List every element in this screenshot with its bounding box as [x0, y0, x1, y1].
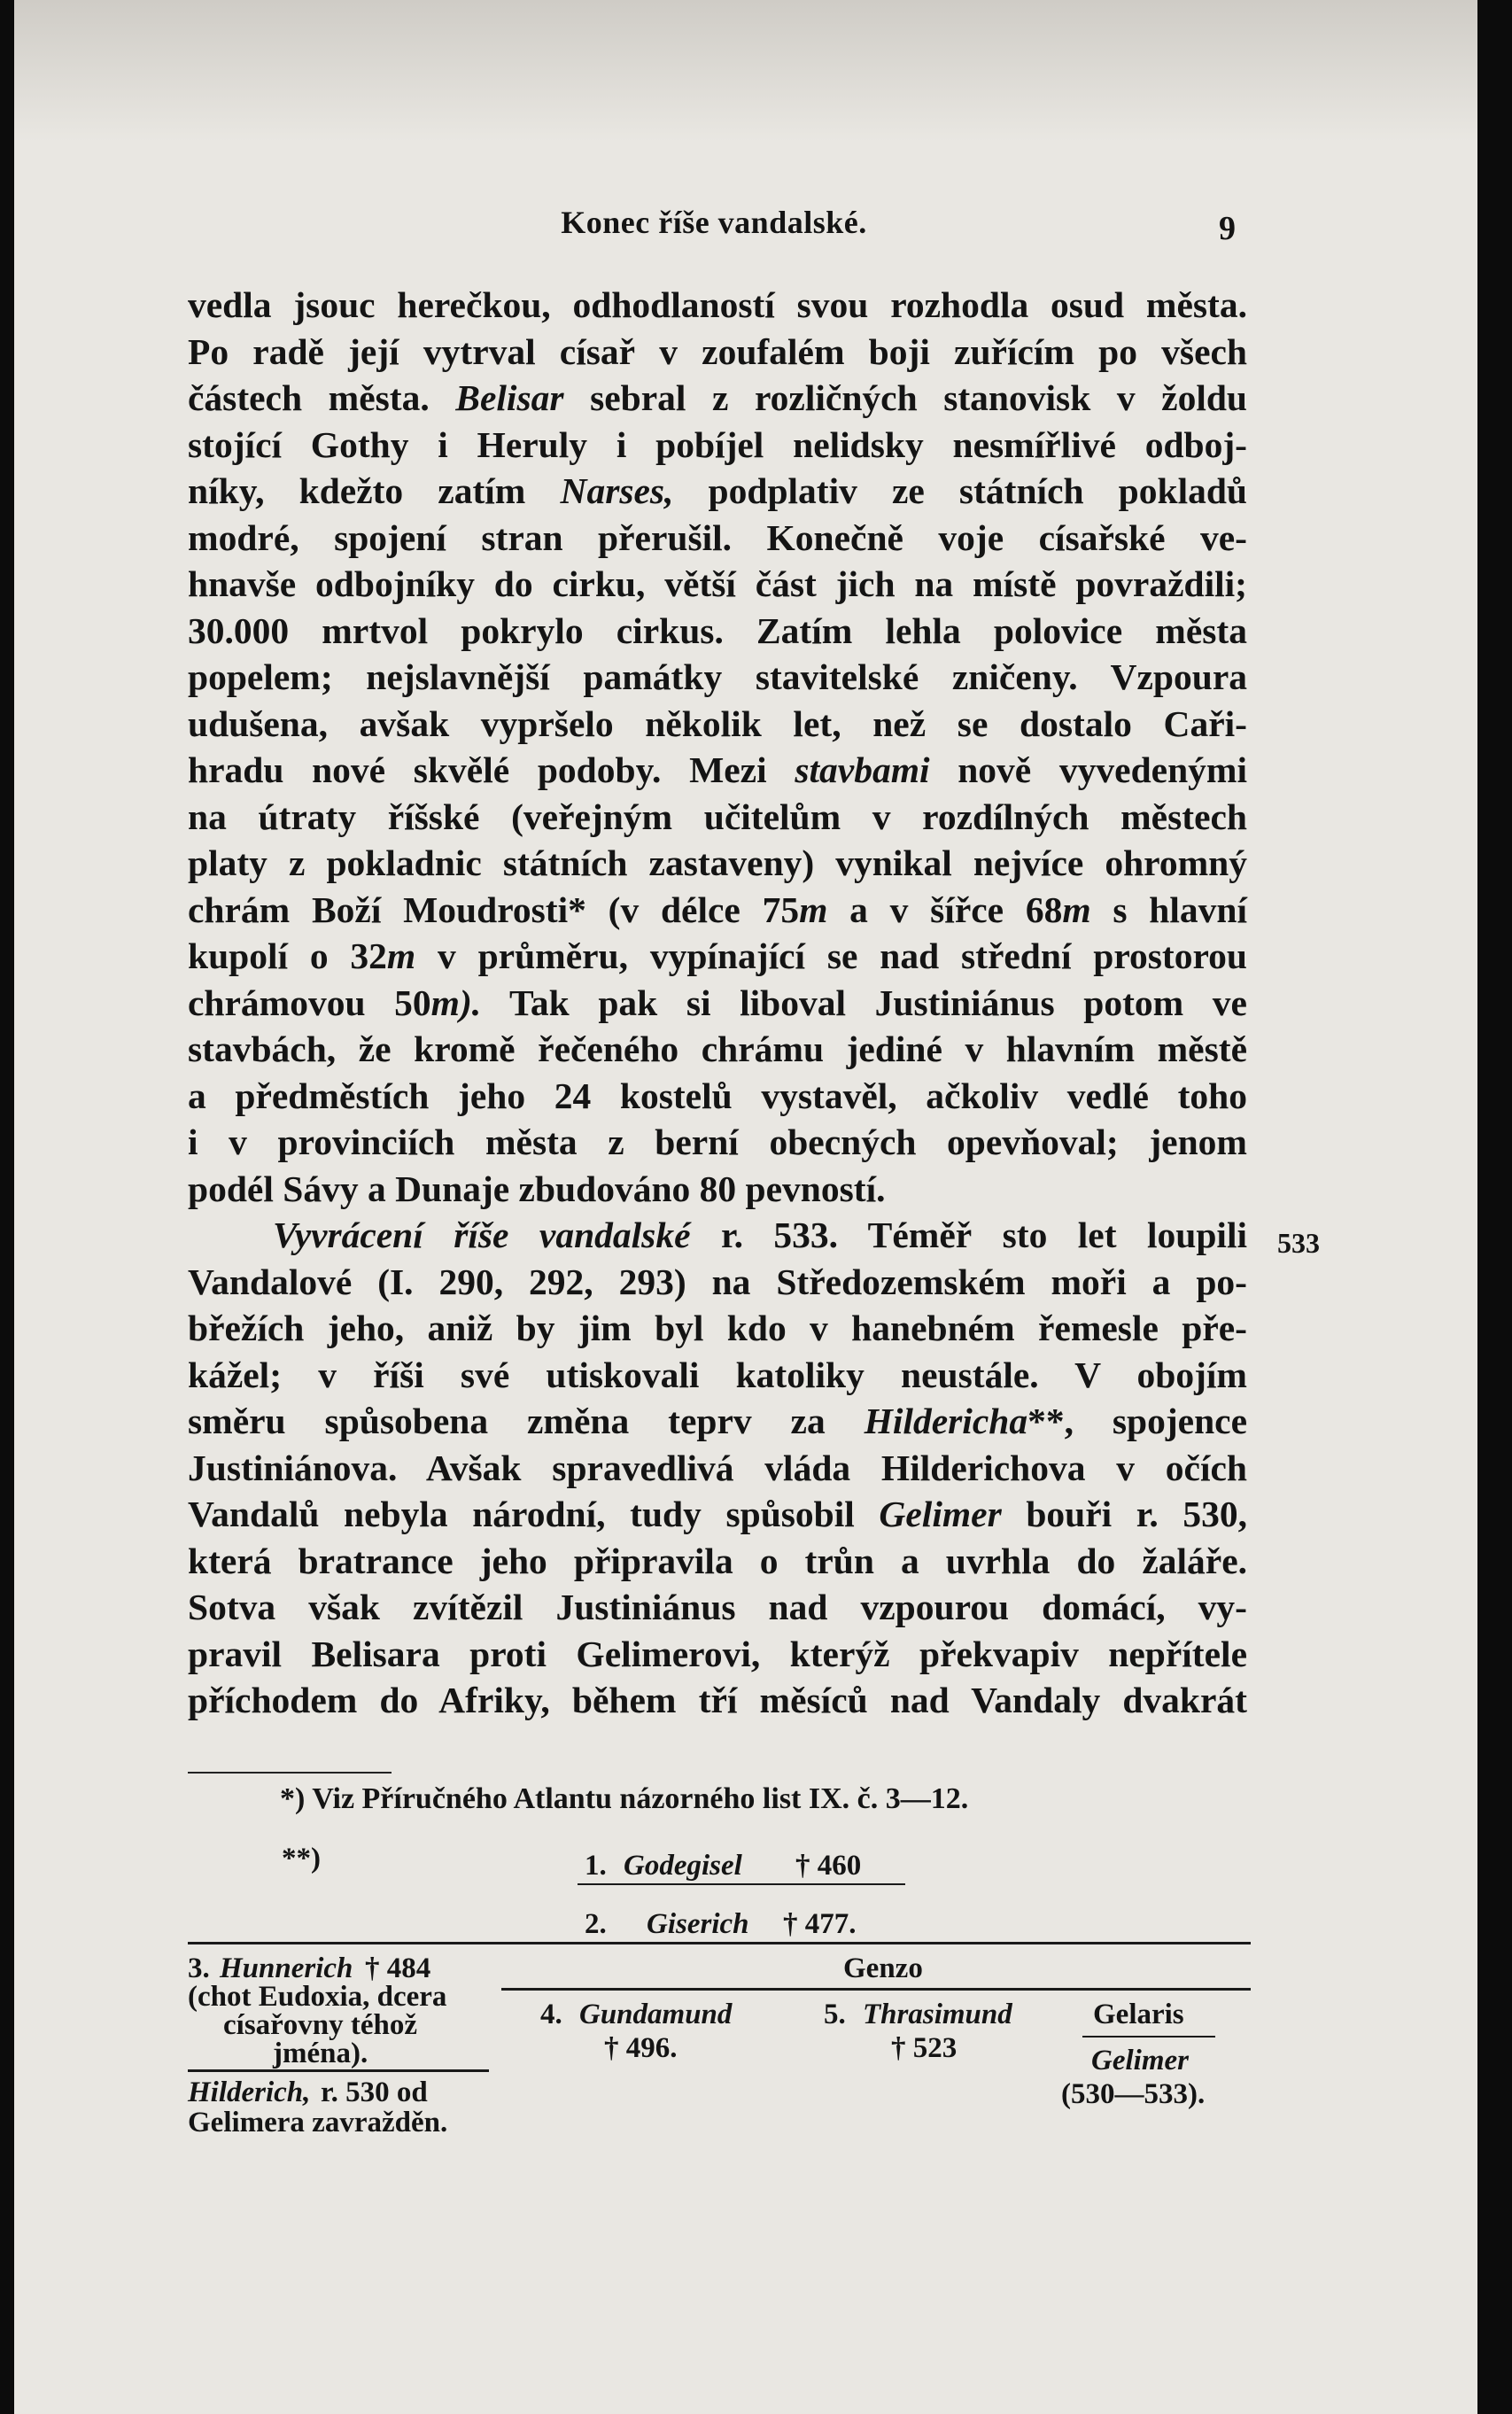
gen-name: Gundamund — [579, 1999, 733, 2030]
tree-connector — [188, 2069, 489, 2072]
gen-number: 3. — [188, 1952, 210, 1984]
text-line: kupolí o 32m v průměru, vypínající se nad střední prostorou — [188, 935, 1247, 976]
text-line: směru spůsobena změna teprv za Hildericha**, spojence — [188, 1401, 1247, 1441]
text-line: stavbách, že kromě řečeného chrámu jediné v hlavním městě — [188, 1028, 1247, 1069]
book-page — [14, 0, 1477, 2414]
text-line: pravil Belisara proti Gelimerovi, kterýž překvapiv nepřítele — [188, 1633, 1247, 1674]
gen-note: (530—533). — [1061, 2078, 1206, 2110]
text-line: níky, kdežto zatím Narses, podplativ ze státních pokladů — [188, 470, 1248, 511]
gen-name: Thrasimund — [863, 1999, 1012, 2030]
text-line: Vandalů nebyla národní, tudy spůsobil Gelimer bouři r. 530, — [188, 1494, 1247, 1534]
text-line: platy z pokladnic státních zastaveny) vynikal nejvíce ohromný — [188, 842, 1247, 883]
text-line: která bratrance jeho připravila o trůn a uvrhla do žaláře. — [188, 1540, 1247, 1581]
italic-name: Narses, — [560, 470, 674, 511]
italic-name: Belisar — [455, 377, 564, 418]
text-line: popelem; nejslavnější památky stavitelské zničeny. Vzpoura — [188, 656, 1247, 697]
text-line: hnavše odbojníky do cirku, větší část jich na místě povraždili; — [188, 563, 1247, 604]
gen-number: 5. — [824, 1999, 846, 2030]
text-line: Sotva však zvítězil Justiniánus nad vzpourou domácí, vy- — [188, 1587, 1247, 1627]
text-line: Justiniánova. Avšak spravedlivá vláda Hilderichova v očích — [188, 1447, 1247, 1488]
gen-number: 2. — [585, 1908, 607, 1940]
text-line: kážel; v říši své utiskovali katoliky neustále. V obojím — [188, 1354, 1247, 1395]
text-line: podél Sávy a Dunaje zbudováno 80 pevností. — [188, 1168, 886, 1209]
gen-name: Giserich — [647, 1908, 749, 1940]
gen-name: Hunnerich — [220, 1952, 353, 1984]
genealogy-tree — [188, 1843, 1251, 2197]
gen-name: Gelimer — [1091, 2045, 1189, 2076]
page-number: 9 — [1219, 210, 1236, 247]
page-shading — [14, 0, 1477, 142]
text-line: Vandalové (I. 290, 292, 293) na Středozemském moři a po- — [188, 1261, 1247, 1302]
gen-note: císařovny téhož — [223, 2009, 418, 2041]
gen-note: (chot Eudoxia, dcera — [188, 1981, 447, 2013]
text-line: chrám Boží Moudrosti* (v délce 75m a v šířce 68m s hlavní — [188, 889, 1248, 930]
gen-name: Hilderich, — [188, 2076, 311, 2108]
tree-connector — [578, 1883, 905, 1885]
gen-date: † 484 — [365, 1952, 431, 1984]
tree-connector — [188, 1942, 1251, 1944]
footnote-1: *) Viz Příručného Atlantu názorného list IX. č. 3—12. — [280, 1782, 969, 1815]
text-line: stojící Gothy i Heruly i pobíjel nelidsky nesmířlivé odboj- — [188, 423, 1247, 465]
gen-date: † 460 — [795, 1850, 862, 1882]
gen-date: † 523 — [891, 2032, 958, 2064]
gen-name-genzo: Genzo — [843, 1952, 923, 1984]
gen-name: Godegisel — [624, 1850, 742, 1882]
italic-name: Gelimer — [879, 1494, 1002, 1534]
text-line: částech města. Belisar sebral z rozličných stanovisk v žoldu — [188, 377, 1248, 418]
running-title: Konec říše vandalské. — [561, 205, 867, 240]
tree-connector — [501, 1988, 1251, 1991]
gen-date: † 496. — [604, 2032, 678, 2064]
tree-connector — [1082, 2036, 1215, 2038]
text-line: chrámovou 50m). Tak pak si liboval Justiniánus potom ve — [188, 982, 1247, 1023]
text-line: 30.000 mrtvol pokrylo cirkus. Zatím lehla polovice města — [188, 609, 1247, 651]
text-line: Po radě její vytrval císař v zoufalém boji zuřícím po všech — [188, 330, 1247, 372]
footnote-divider — [188, 1772, 392, 1774]
text-line: i v provinciích města z berní obecných opevňoval; jenom — [188, 1122, 1247, 1162]
text-line: Vyvrácení říše vandalské r. 533. Téměř sto let loupili — [273, 1215, 1248, 1255]
footnote-2-marker: **) — [282, 1843, 321, 1875]
text-line: vedla jsouc herečkou, odhodlaností svou rozhodla osud města. — [188, 284, 1247, 325]
text-line: na útraty říšské (veřejným učitelům v rozdílných městech — [188, 796, 1247, 837]
main-text — [188, 282, 1247, 1724]
gen-number: 4. — [540, 1999, 562, 2030]
gen-name: Gelaris — [1093, 1999, 1184, 2030]
text-line: udušena, avšak vypršelo několik let, než se dostalo Caři- — [188, 702, 1247, 744]
text-line: příchodem do Afriky, během tří měsíců nad Vandaly dvakrát — [188, 1680, 1247, 1720]
italic-term: stavbami — [795, 749, 930, 790]
gen-number: 1. — [585, 1850, 607, 1882]
gen-note: jména). — [273, 2038, 368, 2069]
text-line: a předměstích jeho 24 kostelů vystavěl, ačkoliv vedlé toho — [188, 1075, 1247, 1116]
gen-note: r. 530 od — [321, 2076, 428, 2108]
text-line: břežích jeho, aniž by jim byl kdo v hanebném řemesle pře- — [188, 1308, 1247, 1348]
text-line: hradu nové skvělé podoby. Mezi stavbami nově vyvedenými — [188, 749, 1248, 790]
gen-note: Gelimera zavražděn. — [188, 2107, 448, 2138]
margin-year-note: 533 — [1277, 1227, 1320, 1259]
text-line: modré, spojení stran přerušil. Konečně voje císařské ve- — [188, 516, 1247, 558]
gen-date: † 477. — [783, 1908, 857, 1940]
italic-name: Hildericha — [864, 1401, 1028, 1441]
section-heading: Vyvrácení říše vandalské — [273, 1215, 691, 1255]
